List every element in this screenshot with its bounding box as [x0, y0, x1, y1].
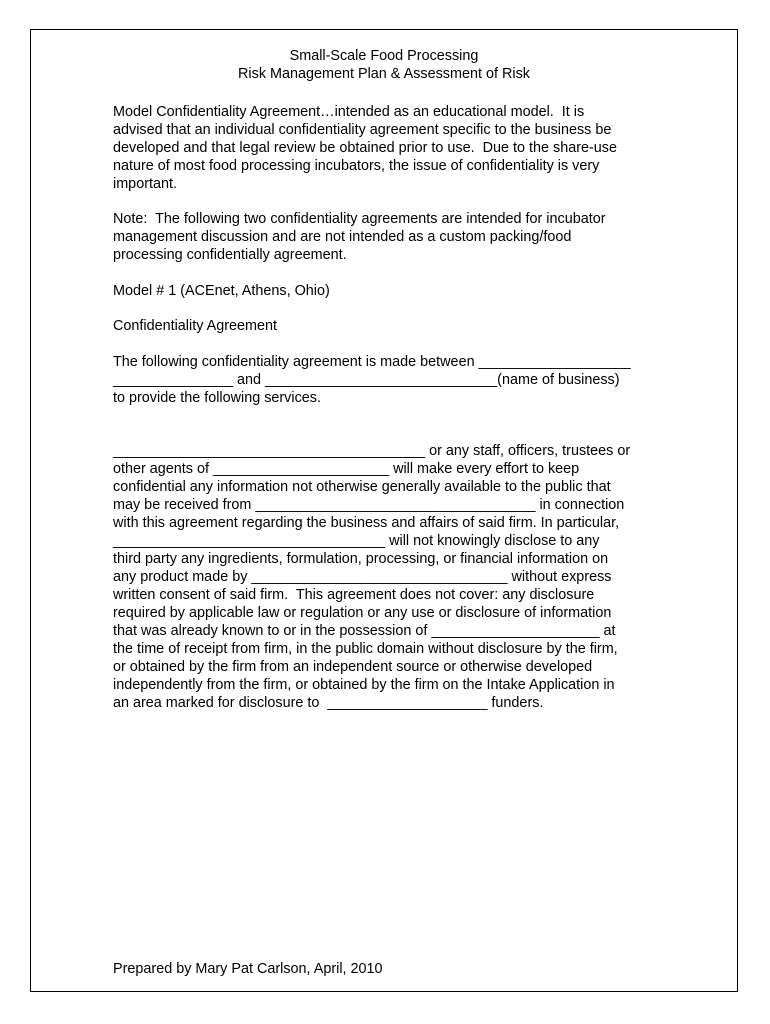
paragraph-line: Note: The following two confidentiality agreements are intended for incubator	[113, 211, 606, 227]
paragraph-line: __________________________________ will not knowingly disclose to any	[113, 533, 600, 549]
paragraph-line: Model Confidentiality Agreement…intended as an educational model. It is	[113, 104, 585, 120]
document-title: Small-Scale Food Processing	[289, 48, 479, 64]
paragraph-line: written consent of said firm. This agreement does not cover: any disclosure	[113, 587, 595, 603]
paragraph-line: processing confidentially agreement.	[113, 247, 347, 263]
paragraph-line: an area marked for disclosure to ____________________ funders.	[113, 695, 544, 711]
paragraph-line: other agents of ______________________ will make every effort to keep	[113, 461, 580, 477]
paragraph-line: important.	[113, 176, 177, 192]
paragraph-line: to provide the following services.	[113, 390, 321, 406]
footer-prepared-by: Prepared by Mary Pat Carlson, April, 2010	[113, 961, 383, 977]
paragraph-line: _______________________________________ or any staff, officers, trustees or	[113, 443, 631, 459]
paragraph-line: required by applicable law or regulation or any use or disclosure of information	[113, 605, 612, 621]
paragraph-line: management discussion and are not intended as a custom packing/food	[113, 229, 572, 245]
paragraph-line: or obtained by the firm from an independent source or otherwise developed	[113, 659, 593, 675]
paragraph-line: with this agreement regarding the business and affairs of said firm. In particular,	[113, 515, 620, 531]
paragraph-line: that was already known to or in the possession of _____________________ at	[113, 623, 616, 639]
model-heading: Model # 1 (ACEnet, Athens, Ohio)	[113, 283, 330, 299]
paragraph-line: _______________ and _____________________________(name of business)	[113, 372, 620, 388]
paragraph-line: third party any ingredients, formulation, processing, or financial information on	[113, 551, 609, 567]
paragraph-line: developed and that legal review be obtained prior to use. Due to the share-use	[113, 140, 618, 156]
document-subtitle: Risk Management Plan & Assessment of Risk	[238, 66, 530, 82]
paragraph-line: advised that an individual confidentiality agreement specific to the business be	[113, 122, 612, 138]
agreement-title: Confidentiality Agreement	[113, 318, 277, 334]
paragraph-line: nature of most food processing incubators, the issue of confidentiality is very	[113, 158, 600, 174]
paragraph-line: independently from the firm, or obtained by the firm on the Intake Application in	[113, 677, 615, 693]
paragraph-line: the time of receipt from firm, in the public domain without disclosure by the firm,	[113, 641, 618, 657]
paragraph-line: any product made by ________________________________ without express	[113, 569, 612, 585]
paragraph-line: The following confidentiality agreement is made between ___________________	[113, 354, 631, 370]
paragraph-line: confidential any information not otherwise generally available to the public that	[113, 479, 611, 495]
paragraph-line: may be received from ___________________________________ in connection	[113, 497, 625, 513]
